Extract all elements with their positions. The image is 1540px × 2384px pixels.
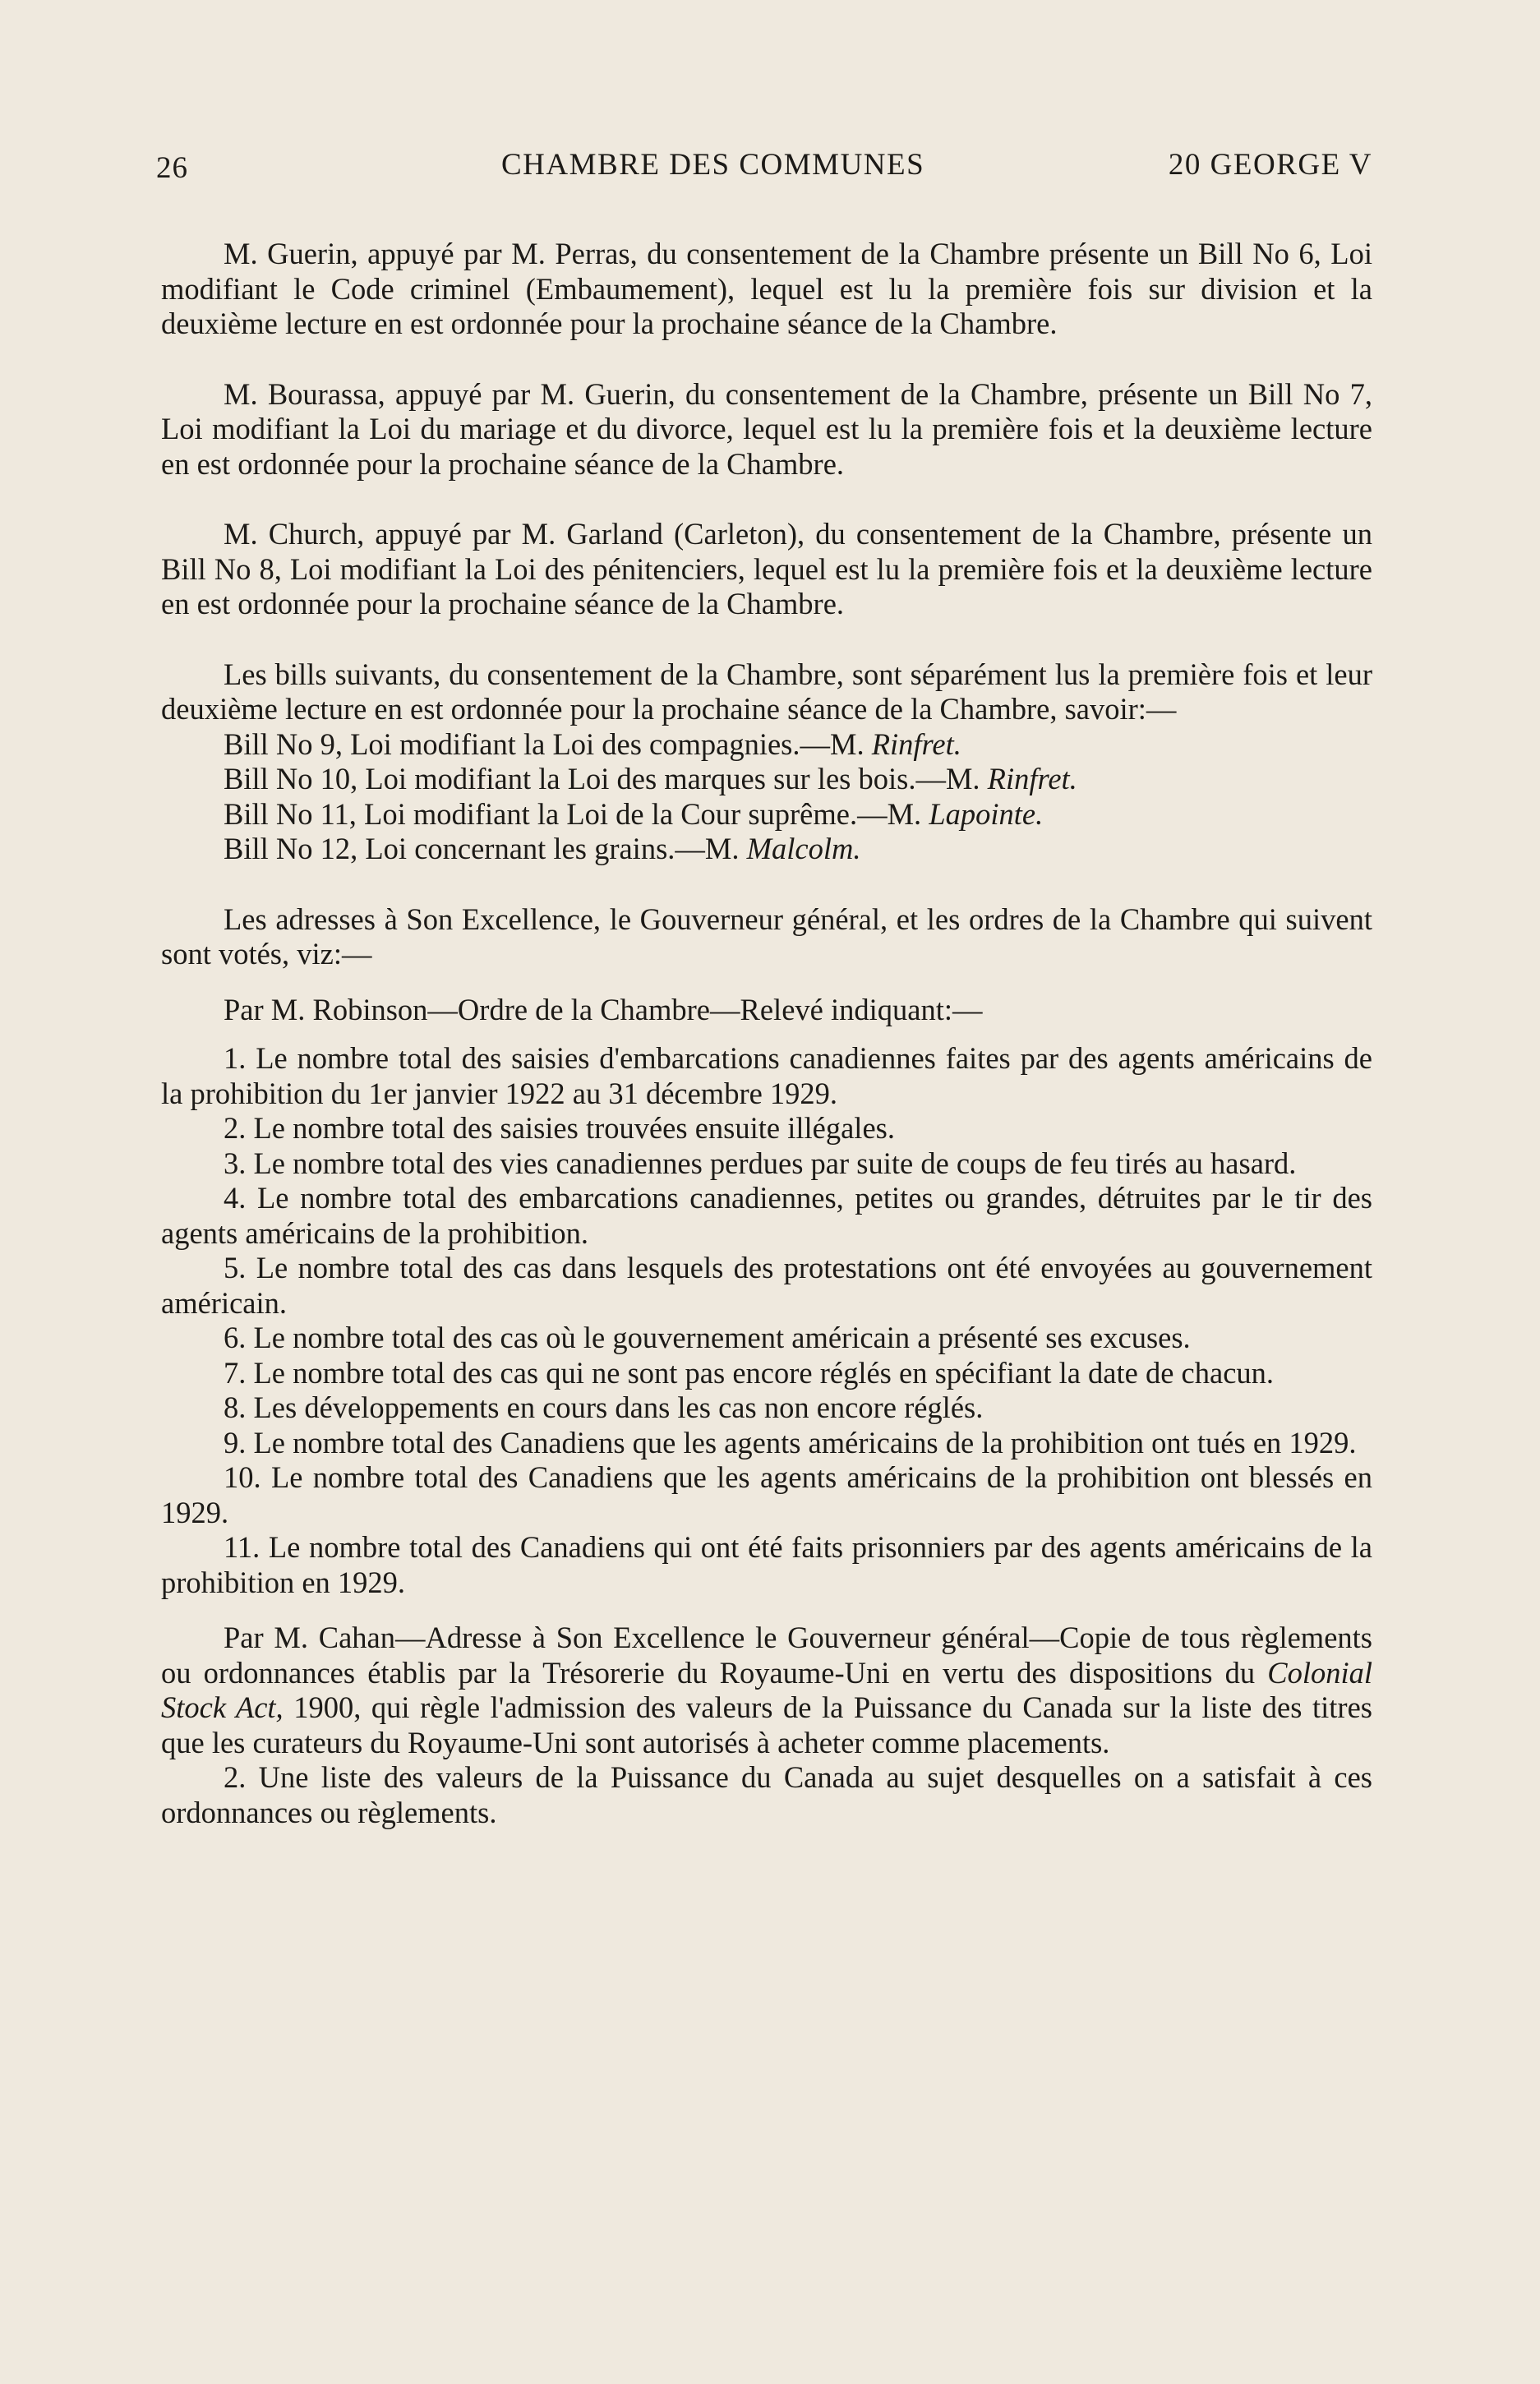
paragraph-adresses-intro: Les adresses à Son Excellence, le Gouverneur général, et les ordres de la Chambre qui suivent sont votés, viz:— [161, 901, 1372, 971]
bill-line: Bill No 10, Loi modifiant la Loi des marques sur les bois.—M. Rinfret. [224, 762, 1077, 795]
page-header [156, 144, 1372, 193]
page-body [161, 237, 1372, 1830]
page-number: 26 [156, 151, 188, 185]
running-title: CHAMBRE DES COMMUNES [501, 148, 925, 182]
bill-sponsor: Malcolm. [746, 832, 861, 865]
list-item: 11. Le nombre total des Canadiens qui ont été faits prisonniers par des agents américains de la prohibition en 1929. [161, 1530, 1372, 1599]
bill-line: Bill No 12, Loi concernant les grains.—M. Malcolm. [224, 832, 861, 865]
bill-sponsor: Lapointe. [929, 796, 1044, 831]
bill-sponsor: Rinfret. [871, 726, 961, 761]
list-item: 10. Le nombre total des Canadiens que les agents américains de la prohibition ont blessés en 1929. [161, 1460, 1372, 1529]
list-item: 2. Une liste des valeurs de la Puissance du Canada au sujet desquelles on a satisfait à ces ordonnances ou règlements. [161, 1760, 1372, 1829]
list-item: 2. Le nombre total des saisies trouvées ensuite illégales. [224, 1111, 895, 1145]
list-item: 8. Les développements en cours dans les cas non encore réglés. [224, 1390, 984, 1424]
bill-line: Bill No 11, Loi modifiant la Loi de la Cour suprême.—M. Lapointe. [224, 796, 1044, 831]
bill-line: Bill No 9, Loi modifiant la Loi des compagnies.—M. Rinfret. [224, 726, 961, 761]
reign-title: 20 GEORGE V [1168, 148, 1372, 182]
cahan-paragraph: Par M. Cahan—Adresse à Son Excellence le Gouverneur général—Copie de tous règlements ou ordonnances établis par la Trésorerie du Royaume-Uni en vertu des dispositions du Colonial Stock Act, 1900, qui règle l'admission des valeurs de la Puissance du Canada sur la liste des titres que les curateurs du Royaume-Uni sont autorisés à acheter comme placements. [161, 1621, 1372, 1759]
bill-sponsor: Rinfret. [987, 762, 1077, 795]
list-item: 1. Le nombre total des saisies d'embarcations canadiennes faites par des agents américains de la prohibition du 1er janvier 1922 au 31 décembre 1929. [161, 1041, 1372, 1110]
paragraph-guerin-bill-6: M. Guerin, appuyé par M. Perras, du consentement de la Chambre présente un Bill No 6, Loi modifiant le Code criminel (Embaumement), lequel est lu la première fois sur division et la deuxième lecture en est ordonnée pour la prochaine séance de la Chambre. [161, 237, 1372, 340]
paragraph-church-bill-8: M. Church, appuyé par M. Garland (Carleton), du consentement de la Chambre, présente un Bill No 8, Loi modifiant la Loi des pénitenciers, lequel est lu la première fois et la deuxième lecture en est ordonnée pour la prochaine séance de la Chambre. [161, 517, 1372, 620]
list-item: 7. Le nombre total des cas qui ne sont pas encore réglés en spécifiant la date de chacun. [224, 1355, 1275, 1390]
list-item: 5. Le nombre total des cas dans lesquels des protestations ont été envoyées au gouvernement américain. [161, 1251, 1372, 1320]
paragraph-bills-intro: Les bills suivants, du consentement de la Chambre, sont séparément lus la première fois et leur deuxième lecture en est ordonnée pour la prochaine séance de la Chambre, savoir:— [161, 657, 1372, 726]
paragraph-bourassa-bill-7: M. Bourassa, appuyé par M. Guerin, du consentement de la Chambre, présente un Bill No 7, Loi modifiant la Loi du mariage et du divorce, lequel est lu la première fois et la deuxième lecture en est ordonnée pour la prochaine séance de la Chambre. [161, 376, 1372, 481]
list-item: 4. Le nombre total des embarcations canadiennes, petites ou grandes, détruites par le tir des agents américains de la prohibition. [161, 1181, 1372, 1250]
list-item: 9. Le nombre total des Canadiens que les agents américains de la prohibition ont tués en 1929. [224, 1425, 1357, 1459]
act-title: Colonial Stock Act, [161, 1655, 1372, 1724]
robinson-heading: Par M. Robinson—Ordre de la Chambre—Relevé indiquant:— [224, 992, 983, 1026]
list-item: 6. Le nombre total des cas où le gouvernement américain a présenté ses excuses. [224, 1321, 1191, 1354]
list-item: 3. Le nombre total des vies canadiennes perdues par suite de coups de feu tirés au hasard. [224, 1146, 1297, 1180]
